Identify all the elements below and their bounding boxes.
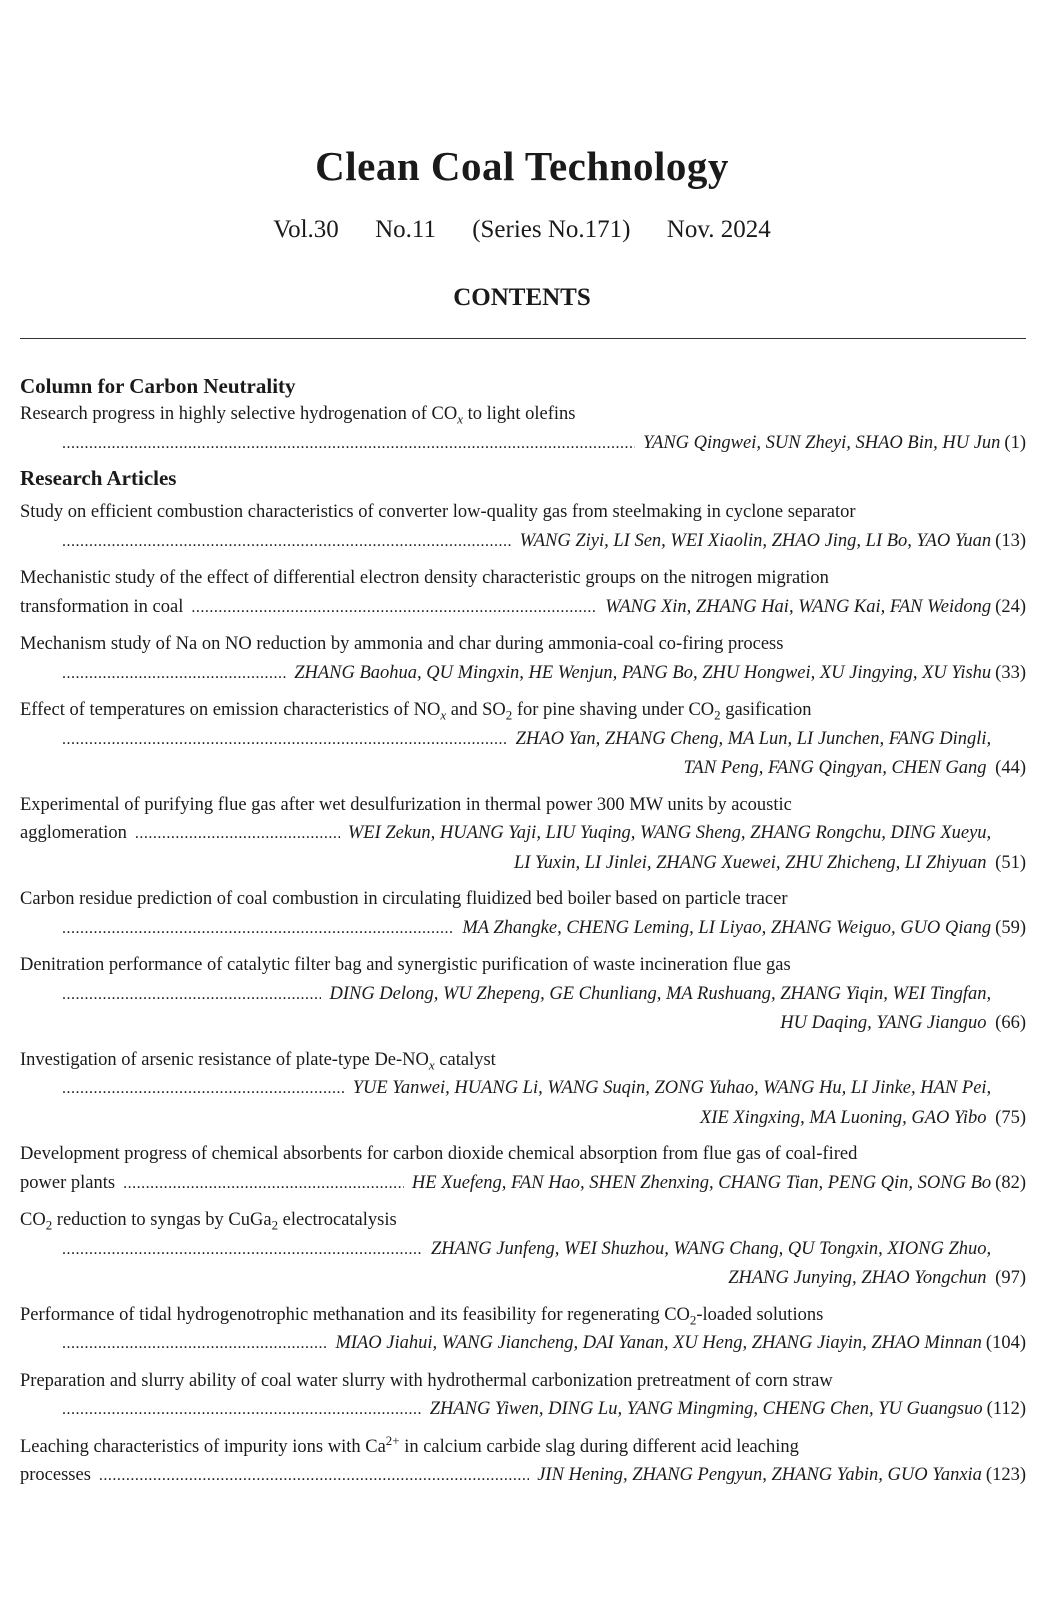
divider (20, 338, 1026, 339)
leader-dots (62, 1075, 345, 1104)
leader-dots (62, 528, 512, 557)
article-authors: JIN Hening, ZHANG Pengyun, ZHANG Yabin, GUO Yanxia (537, 1465, 982, 1485)
page-number: (24) (995, 596, 1026, 617)
leader-dots (191, 594, 597, 623)
section-heading-carbon-neutrality: Column for Carbon Neutrality (20, 374, 296, 398)
page-number: (33) (995, 662, 1026, 683)
article-entry (20, 1206, 1026, 1293)
page-number: (97) (995, 1268, 1026, 1288)
article-title: Mechanistic study of the effect of differential electron density characteristic groups on the nitrogen migration (20, 568, 829, 588)
issue-number: No.11 (375, 216, 436, 243)
article-entry (20, 885, 1026, 943)
article-entry (20, 400, 1026, 458)
leader-dots (62, 726, 508, 755)
article-authors: ZHANG Yiwen, DING Lu, YANG Mingming, CHENG Chen, YU Guangsuo (429, 1399, 983, 1419)
article-title: Experimental of purifying flue gas after wet desulfurization in thermal power 300 MW units by acoustic (20, 794, 792, 815)
leader-dots (62, 430, 635, 459)
article-authors: ZHAO Yan, ZHANG Cheng, MA Lun, LI Junchen, FANG Dingli, (515, 728, 992, 749)
page-number: (66) (995, 1013, 1026, 1033)
article-entry (20, 630, 1026, 688)
article-authors: DING Delong, WU Zhepeng, GE Chunliang, MA Rushuang, ZHANG Yiqin, WEI Tingfan, (329, 983, 992, 1004)
leader-dots (99, 1462, 529, 1491)
issue-date: Nov. 2024 (666, 216, 771, 243)
article-authors-continued: XIE Xingxing, MA Luoning, GAO Yibo (699, 1107, 987, 1128)
issue-line (0, 216, 1044, 244)
article-authors-continued: HU Daqing, YANG Jianguo (780, 1013, 987, 1033)
article-title: Research progress in highly selective hydrogenation of $CO_x$ to light olefins (20, 404, 576, 427)
article-title: Effect of temperatures on emission characteristics of $NO_x$ and $SO_2$ for pine shaving under $CO_2$ gasification (20, 700, 812, 723)
article-authors: MIAO Jiahui, WANG Jiancheng, DAI Yanan, XU Heng, ZHANG Jiayin, ZHAO Minnan (335, 1333, 982, 1353)
contents-heading: CONTENTS (453, 284, 591, 311)
volume: Vol.30 (273, 216, 339, 243)
article-title-continued: processes (20, 1465, 91, 1485)
page-number: (104) (985, 1333, 1026, 1353)
article-entry (20, 1046, 1026, 1133)
article-authors-continued: TAN Peng, FANG Qingyan, CHEN Gang (683, 758, 987, 778)
article-entry (20, 498, 1026, 556)
article-authors-continued: LI Yuxin, LI Jinlei, ZHANG Xuewei, ZHU Zhicheng, LI Zhiyuan (513, 852, 987, 873)
article-entry (20, 1140, 1026, 1198)
article-title: Investigation of arsenic resistance of plate-type $De-NO_x$ catalyst (20, 1049, 496, 1073)
series-number: (Series No.171) (472, 216, 631, 243)
page-number: (123) (985, 1465, 1026, 1485)
article-entry (20, 1367, 1026, 1425)
page-number: (44) (995, 758, 1026, 778)
page-number: (1) (1004, 432, 1026, 453)
article-entry (20, 791, 1026, 878)
article-title-continued: power plants (20, 1172, 116, 1193)
article-title: Study on efficient combustion characteristics of converter low-quality gas from steelmaking in cyclone separator (20, 502, 856, 522)
page-number: (13) (995, 530, 1026, 551)
article-authors: ZHANG Baohua, QU Mingxin, HE Wenjun, PANG Bo, ZHU Hongwei, XU Jingying, XU Yishu (294, 662, 992, 683)
leader-dots (135, 820, 340, 849)
article-title: Development progress of chemical absorbents for carbon dioxide chemical absorption from flue gas of coal-fired (20, 1144, 858, 1164)
article-title: Leaching characteristics of impurity ions with $Ca^{2+}$ in calcium carbide slag during different acid leaching (20, 1432, 799, 1457)
contents-list (20, 372, 1026, 1499)
leader-dots (62, 1330, 327, 1359)
journal-title: Clean Coal Technology (315, 143, 729, 189)
article-title-continued: agglomeration (20, 823, 127, 843)
article-authors: MA Zhangke, CHENG Leming, LI Liyao, ZHANG Weiguo, GUO Qiang (462, 917, 992, 938)
article-authors: WANG Ziyi, LI Sen, WEI Xiaolin, ZHAO Jing, LI Bo, YAO Yuan (519, 530, 992, 551)
leader-dots (62, 981, 321, 1010)
article-title: $CO_2$ reduction to syngas by CuGa$_2$ electrocatalysis (20, 1210, 397, 1233)
article-authors: HE Xuefeng, FAN Hao, SHEN Zhenxing, CHANG Tian, PENG Qin, SONG Bo (411, 1172, 992, 1193)
article-entry (20, 951, 1026, 1038)
article-authors: ZHANG Junfeng, WEI Shuzhou, WANG Chang, QU Tongxin, XIONG Zhuo, (430, 1238, 992, 1259)
article-title: Mechanism study of Na on NO reduction by ammonia and char during ammonia-coal co-firing process (20, 634, 784, 654)
article-entry (20, 564, 1026, 622)
leader-dots (62, 660, 286, 689)
leader-dots (123, 1170, 404, 1199)
page-number: (112) (986, 1399, 1026, 1419)
article-authors: YANG Qingwei, SUN Zheyi, SHAO Bin, HU Jun (643, 432, 1001, 453)
leader-dots (62, 1236, 423, 1265)
page-number: (82) (995, 1172, 1026, 1193)
article-authors: YUE Yanwei, HUANG Li, WANG Suqin, ZONG Yuhao, WANG Hu, LI Jinke, HAN Pei, (352, 1078, 992, 1098)
page-number: (75) (995, 1107, 1026, 1128)
page-number: (59) (995, 917, 1026, 938)
page-number: (51) (995, 852, 1026, 873)
leader-dots (62, 1396, 422, 1425)
leader-dots (62, 915, 454, 944)
article-entry (20, 1433, 1026, 1491)
article-entry (20, 696, 1026, 783)
section-heading-research-articles: Research Articles (20, 466, 177, 490)
article-title: Carbon residue prediction of coal combustion in circulating fluidized bed boiler based on particle tracer (20, 889, 788, 909)
article-authors: WANG Xin, ZHANG Hai, WANG Kai, FAN Weidong (605, 596, 992, 617)
article-authors: WEI Zekun, HUANG Yaji, LIU Yuqing, WANG Sheng, ZHANG Rongchu, DING Xueyu, (347, 823, 992, 843)
article-title: Performance of tidal hydrogenotrophic methanation and its feasibility for regenerating $CO_2$-loaded solutions (20, 1304, 824, 1328)
article-title-continued: transformation in coal (20, 596, 184, 617)
article-title: Denitration performance of catalytic filter bag and synergistic purification of waste incineration flue gas (20, 955, 791, 975)
article-authors-continued: ZHANG Junying, ZHAO Yongchun (728, 1268, 987, 1288)
article-title: Preparation and slurry ability of coal water slurry with hydrothermal carbonization pretreatment of corn straw (20, 1370, 833, 1391)
article-entry (20, 1301, 1026, 1359)
